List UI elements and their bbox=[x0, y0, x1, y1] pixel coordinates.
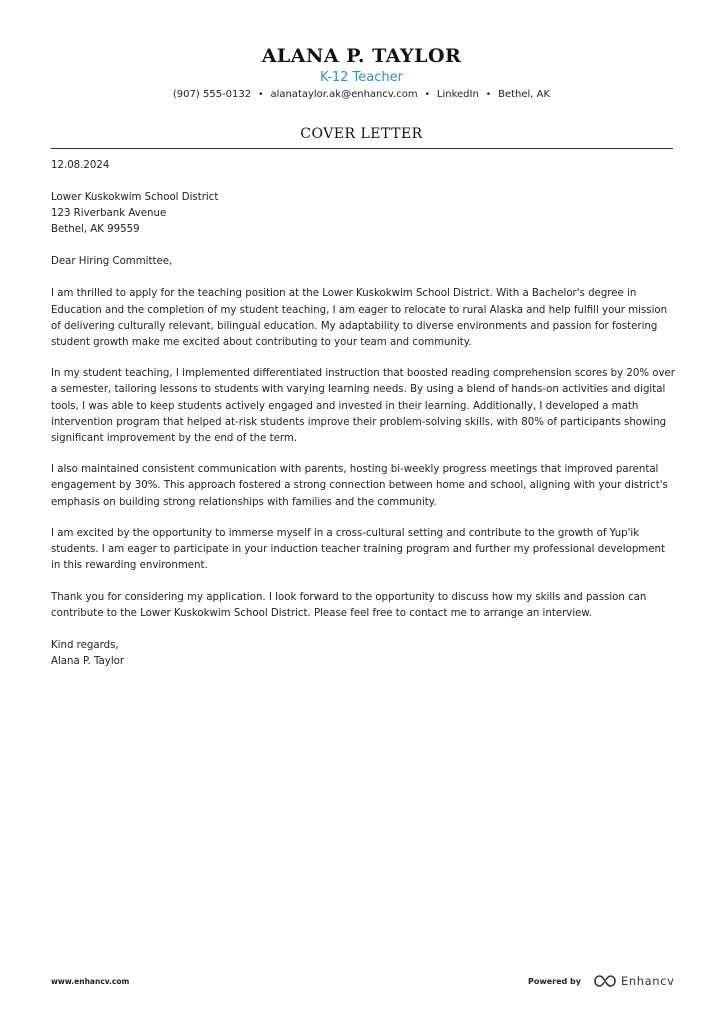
letter-paragraph: I also maintained consistent communication with parents, hosting bi-weekly progress meetings that improved parental engagement by 30%. This approach fostered a strong connection between home and school, aligning with your district's emphasis on building strong relationships with families and the community. bbox=[51, 464, 668, 508]
job-title: K-12 Teacher bbox=[320, 70, 403, 85]
greeting: Dear Hiring Committee, bbox=[51, 256, 173, 268]
recipient-address bbox=[51, 190, 675, 238]
email-address[interactable]: alanataylor.ak@enhancv.com bbox=[270, 89, 418, 100]
address-line: 123 Riverbank Avenue bbox=[51, 208, 167, 220]
contact-line bbox=[0, 89, 723, 100]
letter-body bbox=[51, 158, 675, 670]
address-line: Bethel, AK 99559 bbox=[51, 224, 140, 236]
location: Bethel, AK bbox=[498, 89, 551, 100]
letter-paragraph: I am thrilled to apply for the teaching position at the Lower Kuskokwim School District. With a Bachelor's degree in Education and the completion of my student teaching, I am eager to relocate to rural Alaska and help fulfill your mission of delivering culturally relevant, bilingual education. My adaptability to diverse environments and passion for fostering student growth make me excited about contributing to your team and community. bbox=[51, 288, 668, 348]
section-title: COVER LETTER bbox=[300, 126, 423, 142]
contact-separator: • bbox=[485, 90, 492, 100]
letter-paragraph: I am excited by the opportunity to immerse myself in a cross-cultural setting and contribute to the growth of Yup'ik students. I am eager to participate in your induction teacher training program and further my professional development in this rewarding environment. bbox=[51, 528, 665, 572]
footer-website[interactable]: www.enhancv.com bbox=[51, 977, 130, 986]
footer-branding[interactable] bbox=[528, 972, 675, 990]
letter-closing bbox=[51, 638, 675, 670]
contact-separator: • bbox=[424, 90, 430, 100]
closing-phrase: Kind regards, bbox=[51, 639, 119, 651]
brand-name: Enhancv bbox=[621, 974, 675, 988]
powered-by-label: Powered by bbox=[528, 976, 581, 986]
enhancv-logo-icon bbox=[593, 974, 617, 988]
contact-separator: • bbox=[258, 90, 264, 100]
linkedin-link[interactable]: LinkedIn bbox=[436, 89, 479, 100]
candidate-name: ALANA P. TAYLOR bbox=[261, 45, 462, 67]
address-line: Lower Kuskokwim School District bbox=[51, 192, 219, 204]
section-divider bbox=[51, 148, 673, 149]
phone-number: (907) 555-0132 bbox=[172, 89, 252, 100]
letter-paragraph: In my student teaching, I implemented differentiated instruction that boosted reading comprehension scores by 20% over a semester, tailoring lessons to students with varying learning needs. By using a blend of hands-on activities and digital tools, I was able to keep students actively engaged and invested in their learning. Additionally, I developed a math intervention program that helped at-risk students improve their problem-solving skills, with 80% of participants showing significant improvement by the end of the term. bbox=[51, 368, 675, 444]
signature-name: Alana P. Taylor bbox=[51, 655, 125, 667]
letter-date: 12.08.2024 bbox=[51, 160, 110, 171]
letter-paragraph: Thank you for considering my application. I look forward to the opportunity to discuss how my skills and passion can contribute to the Lower Kuskokwim School District. Please feel free to contact me to arrange an interview. bbox=[51, 591, 647, 619]
